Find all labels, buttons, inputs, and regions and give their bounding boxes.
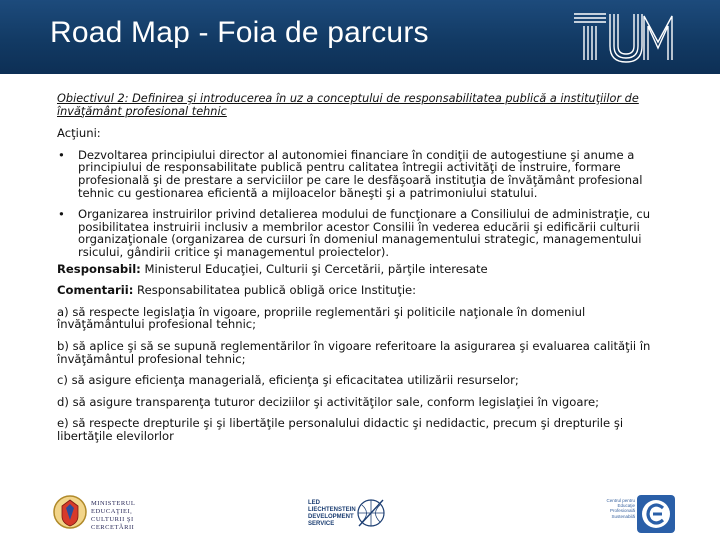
- actions-list: [57, 149, 662, 259]
- objective-heading: Obiectivul 2: Definirea şi introducerea în uz a conceptului de responsabilitatea publică a instituţiilor de învăţământ profesional tehnic: [57, 92, 639, 118]
- comment-item: a) să respecte legislaţia în vigoare, propriile reglementări şi politicile naţionale în domeniul învăţământului profesional tehnic;: [57, 304, 586, 332]
- actions-label: Acţiuni:: [57, 126, 101, 141]
- bullet-icon: •: [58, 207, 65, 222]
- bullet-icon: •: [58, 147, 65, 162]
- list-item: • Organizarea instruirilor privind detalierea modului de funcţionare a Consiliului de administraţie, cu posibilitatea instruirii inclusiv a membrilor acestor Consilii în vederea educării şi edificării culturii organizaţionale (organizarea de cursuri în domeniul managementului strategic, managementului rsicului, gândirii critice şi managementul proiectelor).: [58, 207, 651, 259]
- page-title: Road Map - Foia de parcurs: [50, 16, 429, 49]
- ministry-emblem-icon: [52, 494, 88, 530]
- comment-item: e) să respecte drepturile şi şi libertăţile personalului didactic şi nedidactic, precum şi drepturile şi libertăţile elevilorlor: [57, 416, 624, 443]
- comments-label: Comentarii:: [57, 283, 134, 298]
- comment-item: b) să aplice şi să se supună reglementărilor în vigoare referitoare la asigurarea şi evaluarea calităţii în învăţământul profesional tehnic;: [57, 338, 651, 366]
- led-logo-icon: [355, 496, 387, 530]
- responsible-line: [57, 263, 662, 276]
- content: [57, 93, 662, 442]
- ministry-logo-text: MINISTERUL EDUCAŢIEI, CULTURII ŞI CERCETĂRII: [91, 500, 136, 531]
- responsible-label: Responsabil:: [57, 261, 141, 276]
- comments-text: Responsabilitatea publică obligă orice Instituţie:: [133, 283, 417, 298]
- led-logo-text: LED LIECHTENSTEIN DEVELOPMENT SERVICE: [308, 500, 356, 527]
- comments-line: [57, 284, 662, 297]
- title-bar: [0, 0, 720, 74]
- ce-logo-icon: [636, 494, 676, 534]
- utm-logo: [570, 8, 682, 68]
- responsible-text: Ministerul Educaţiei, Culturii şi Cercetării, părţile interesate: [140, 261, 488, 276]
- ce-logo-text: Centrul pentru Educaţie Profesională Sustenabilă: [606, 498, 635, 519]
- footer-logos: [0, 488, 720, 540]
- comment-item: c) să asigure eficienţa managerială, eficienţa şi eficacitatea utilizării resurselor;: [57, 373, 519, 388]
- comment-item: d) să asigure transparenţa tuturor deciziilor şi activităţilor sale, conform legislaţiei în vigoare;: [57, 394, 600, 409]
- list-item: • Dezvoltarea principiului director al autonomiei financiare în condiţii de autogestiune şi anume a principiului de responsabilitate publică pentru calitatea întregii activităţi de instruire, formare profesională şi de prestare a serviciilor pe care le desfăşoară instituţia de învăţământ profesional tehnic cu gestionarea eficientă a mijloacelor băneşti şi a patrimoniului statului.: [58, 147, 643, 200]
